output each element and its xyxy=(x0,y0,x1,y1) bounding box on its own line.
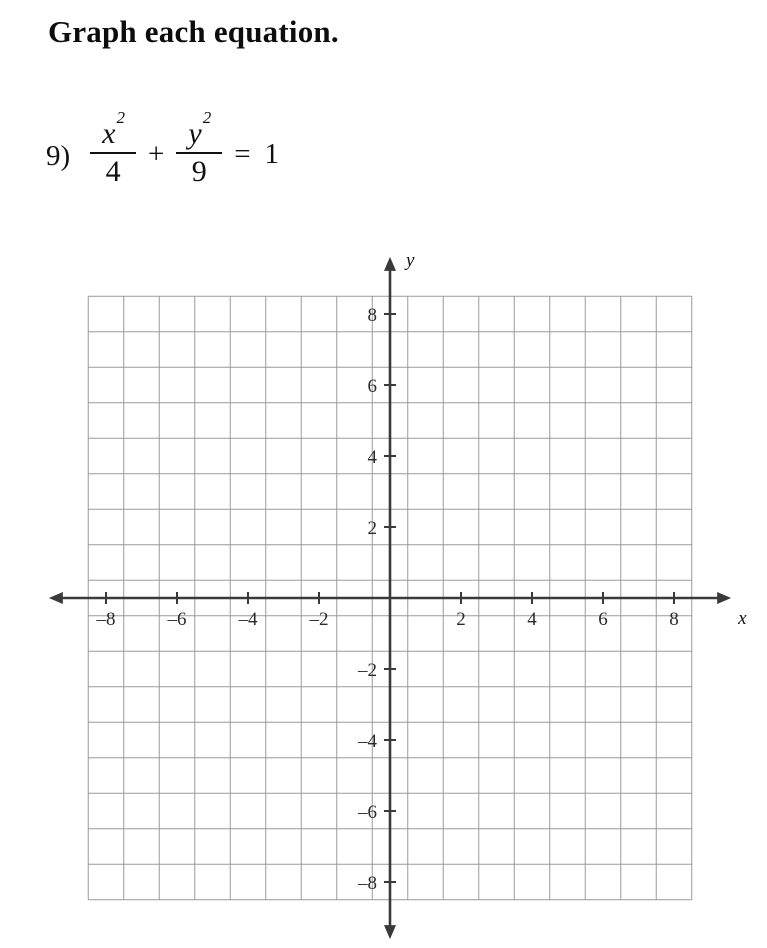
x-tick-label: –6 xyxy=(167,609,187,630)
plus-operator: + xyxy=(148,137,165,170)
x-tick-label: 4 xyxy=(527,609,537,630)
page-title: Graph each equation. xyxy=(48,14,339,49)
y-tick-label: 8 xyxy=(367,305,377,326)
y-tick-label: 2 xyxy=(367,518,377,539)
y-tick-label: –4 xyxy=(358,731,377,752)
x-tick-label: –4 xyxy=(238,609,258,630)
variable-x: x xyxy=(102,117,116,150)
graph-svg xyxy=(60,249,747,928)
exponent-2: 2 xyxy=(202,108,212,127)
y-tick-label: –8 xyxy=(358,873,377,894)
x-tick-label: 2 xyxy=(456,609,466,630)
problem-9 xyxy=(46,108,280,189)
fraction-x-squared-over-4 xyxy=(90,108,136,189)
right-hand-side: 1 xyxy=(264,137,280,170)
fraction-denominator: 4 xyxy=(105,155,121,189)
problem-number: 9) xyxy=(46,139,71,172)
tick-labels xyxy=(96,305,679,894)
y-axis-label: y xyxy=(406,249,415,271)
x-tick-label: 8 xyxy=(669,609,679,630)
y-tick-label: –2 xyxy=(358,660,377,681)
fraction-numerator xyxy=(176,108,222,150)
x-tick-label: –2 xyxy=(309,609,329,630)
y-tick-label: –6 xyxy=(358,802,377,823)
fraction-numerator xyxy=(90,108,136,150)
axes xyxy=(49,257,731,939)
coordinate-grid xyxy=(60,249,747,928)
x-tick-label: 6 xyxy=(598,609,608,630)
fraction-y-squared-over-9 xyxy=(176,108,222,189)
fraction-bar xyxy=(176,152,222,154)
fraction-bar xyxy=(90,152,136,154)
y-tick-label: 6 xyxy=(367,376,377,397)
fraction-denominator: 9 xyxy=(191,155,207,189)
y-tick-label: 4 xyxy=(367,447,377,468)
equals-sign: = xyxy=(234,137,251,170)
x-axis-label: x xyxy=(738,608,747,629)
x-tick-label: –8 xyxy=(96,609,116,630)
variable-y: y xyxy=(188,117,202,150)
exponent-2: 2 xyxy=(116,108,125,127)
